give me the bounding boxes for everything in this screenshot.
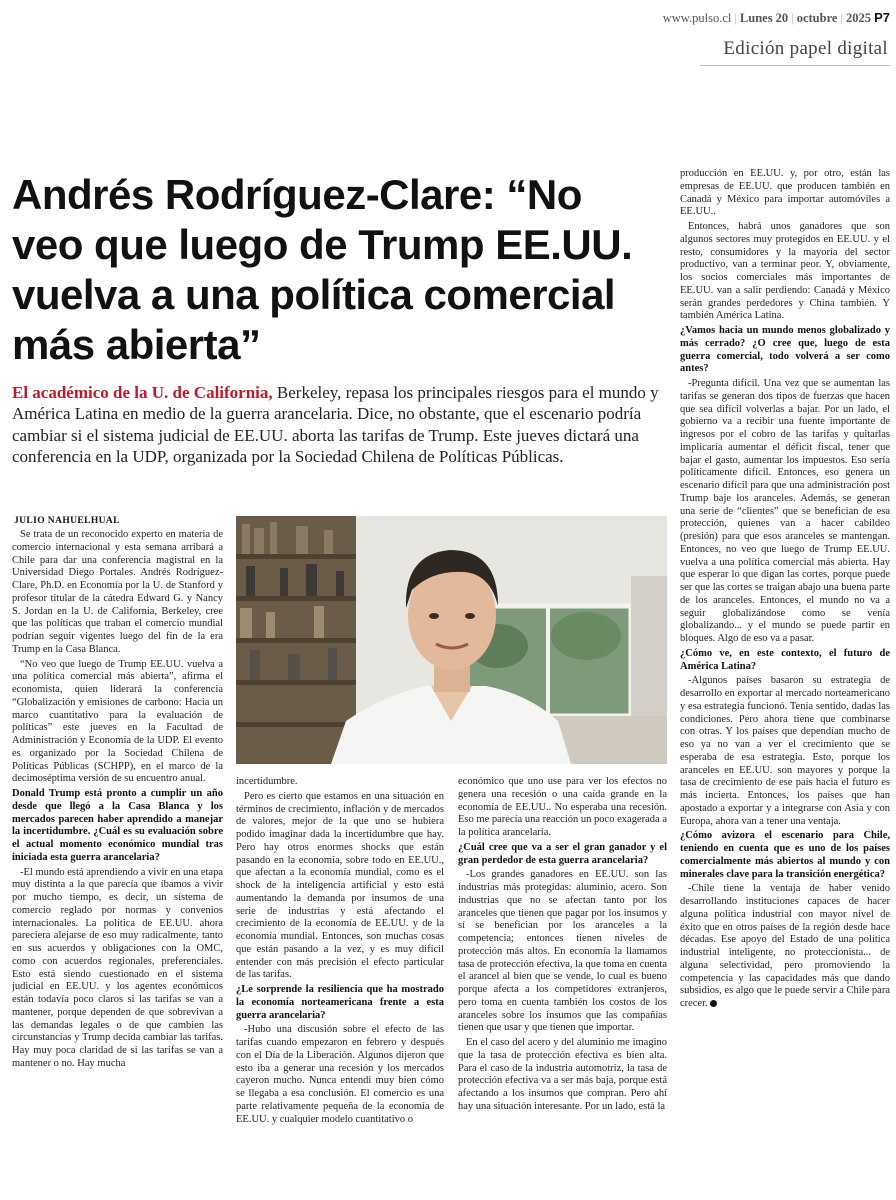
answer-6 <box>680 883 890 1011</box>
answer-1-continued: incertidumbre. <box>236 776 298 787</box>
end-mark-icon <box>710 1000 717 1007</box>
body-paragraph: “No veo que luego de Trump EE.UU. vuelva a una política comercial más abierta”, afirma el economista, quien liderará la conferencia “Globalización y emisiones de carbono: Hacia un marco cuantitativo para la evaluación de políticas” este jueves en la Facultad de Administración y Economía de la UDP. El evento es organizado por la Sociedad Chilena de Políticas Públicas (SCHPP), en el marco de la decimoséptima versión de su encuentro anual. <box>12 658 223 785</box>
question-5: ¿Cómo ve, en este contexto, el futuro de América Latina? <box>680 647 890 672</box>
question-6: ¿Cómo avizora el escenario para Chile, teniendo en cuenta que es uno de los países comercialmente más abiertos al mundo y con minerales clave para la transición energética? <box>680 830 890 880</box>
page-number: P7 <box>874 10 890 25</box>
question-2: ¿Le sorprende la resiliencia que ha mostrado la economía norteamericana frente a esta guerra arancelaria? <box>236 984 444 1021</box>
edition-label: Edición papel digital <box>723 38 888 59</box>
masthead-line: www.pulso.cl | Lunes 20 | octubre | 2025 P7 <box>662 10 890 25</box>
date-day: Lunes 20 <box>739 11 789 25</box>
question-4: ¿Vamos hacia un mundo menos globalizado y más cerrado? ¿O cree que, luego de esta guerra comercial, todo volverá a ser como antes? <box>680 325 890 375</box>
text-column-1 <box>12 529 223 1197</box>
answer-1: -El mundo está aprendiendo a vivir en una etapa muy distinta a la que parecía que íbamos a vivir por mucho tiempo, es decir, un sistema de comercio reglado por normas y convenios internacionales. La política de EE.UU. ahora pareciera alejarse de eso muy radicalmente, tanto en sus acuerdos y obligaciones con la OMC, como con acuerdos regionales, preferenciales. Esto está siendo cuestionado en el sistema judicial en EE.UU. y los agentes económicos están todavía poco claros si las tarifas se van a mantener, porque dependen de que sobrevivan a las demandas legales o de que cambien las circunstancias y Trump decida cambiar las tarifas. Hay muy poca claridad de si las tarifas se van a mantener o no. Hay mucha <box>12 866 223 1069</box>
answer-3-end: producción en EE.UU. y, por otro, están las empresas de EE.UU. que producen también en Canadá y México para importar automóviles a EE.UU.. <box>680 168 890 218</box>
site-url[interactable]: www.pulso.cl <box>662 11 732 25</box>
byline: JULIO NAHUELHUAL <box>14 516 120 526</box>
answer-2-continued: económico que uno use para ver los efectos no genera una recesión o una caída grande en la economía de EE.UU.. No esperaba una recesión. Eso me parecía una reacción un poco exagerada a la política arancelaria. <box>458 776 667 838</box>
header-divider <box>700 65 890 66</box>
answer-6-text: -Chile tiene la ventaja de haber venido desarrollando instituciones capaces de hacer alguna política industrial con mayor nivel de éxito que en otros países de la región desde hace décadas. Ese apoyo del Estado de una política industrial inteligente, no proteccionista... de alguna selectividad, pero promoviendo la competencia y las capacidades más que dando subsidios, es algo que le puede servir a Chile para crecer. <box>680 883 890 1009</box>
lead-text: Berkeley, repasa los principales riesgos para el mundo y América Latina en medio de la guerra arancelaria. Dice, no obstante, que el escenario podría cambiar si el sistema judicial de EE.UU. aborta las tarifas de Trump. Este jueves dictará una conferencia en la UDP, organizada por la Sociedad Chilena de Políticas Públicas. <box>12 383 659 466</box>
headline: Andrés Rodríguez-Clare: “No veo que luego de Trump EE.UU. vuelva a una política comercial más abierta” <box>12 171 633 368</box>
question-3: ¿Cuál cree que va a ser el gran ganador y el gran perdedor de esta guerra arancelaria? <box>458 841 667 866</box>
text-column-3 <box>458 776 667 1197</box>
answer-4: -Pregunta difícil. Una vez que se aumentan las tarifas se generan dos tipos de fuerzas que hacen que sea difícil volverlas a bajar. Por un lado, el gobierno va a recibir una fuente importante de ingresos por el cobro de las tarifas y quitarlas implicaría aumentar el déficit fiscal, tener que bajar el gasto, aumentar los impuestos. Eso sería políticamente difícil. Entonces, eso genera un escenario difícil para que una administración post Trump baje los aranceles. Además, se generan una serie de “clientes” que se benefician de esa protección, quienes van a hacer cabildeo (presión) para que esos aranceles se mantengan. Entonces, no veo que luego de Trump EE.UU. vuelva a una política comercial más abierta. Hay que esperar lo que digan las cortes, porque puede ser que las cortes se traigan abajo una buena parte de los aranceles. Entonces, el mundo no va a seguir globalizándose como se venía globalizando... y el mundo se puede partir en bloques. Algo de eso va a pasar. <box>680 378 890 644</box>
text-column-4 <box>680 168 890 1197</box>
text-column-2 <box>236 776 444 1197</box>
body-paragraph: Entonces, habrá unos ganadores que son algunos sectores muy protegidos en EE.UU. y el resto, consumidores y la mayoría del sector productivo, van a terminar peor. Y, obviamente, los socios comerciales más importantes de EE.UU. van a salir perdiendo: Canadá y México serán grandes perdedores y China también. Y también América Latina. <box>680 221 890 322</box>
lead-highlight: El académico de la U. de California, <box>12 383 273 402</box>
answer-5: -Algunos países basaron su estrategia de desarrollo en exportar al mercado norteamericano y esa estrategia funcionó. Tenía sentido, dadas las condiciones. Pero ahora tiene que combinarse con otras. Y los países que dependían mucho de eso ya no van a ver el crecimiento que se esperaba de esa estrategia. Esto, porque los aranceles en EE.UU. son mayores y porque la tasa de crecimiento de ese país hacia el futuro es más incierta. Entonces, los países que han apostado a exportar y a integrarse con Asia y con Europa, ahora van a tener una ventaja. <box>680 675 890 827</box>
body-paragraph: Se trata de un reconocido experto en materia de comercio internacional y esta semana arribará a Chile para dar una conferencia magistral en la Universidad Diego Portales. Andrés Rodríguez-Clare, Ph.D. en Economía por la U. de Stanford y profesor titular de la cátedra Edward G. y Nancy S. Jordan en la U. de California, Berkeley, cree que las políticas que traban el comercio mundial podrían seguir vigentes luego del fin de la era Trump en la Casa Blanca. <box>12 529 223 655</box>
answer-2: -Hubo una discusión sobre el efecto de las tarifas cuando empezaron en febrero y después con el Día de la Liberación. Algunos dijeron que esto iba a generar una recesión y los mercados cayeron mucho. Nunca entendí muy bien cómo se llegaba a esa conclusión. El comercio es una parte relativamente pequeña de la economía de EE.UU. y cualquier modelo cuantitativo o <box>236 1024 444 1125</box>
date-month: octubre <box>796 11 838 25</box>
answer-3-continued: En el caso del acero y del aluminio me imagino que la tasa de protección efectiva es bien alta. Para el caso de la industria automotriz, la tasa de protección efectiva va a ser más baja, porque está afectando a los insumos que compran. Pero ahí hay una situación interesante. Por un lado, está la <box>458 1037 667 1112</box>
question-1: Donald Trump está pronto a cumplir un año desde que llegó a la Casa Blanca y los mercados parecen haber aprendido a manejar la incertidumbre. ¿Cuál es su evaluación sobre el actual momento económico mundial tras iniciada esta guerra arancelaria? <box>12 788 223 863</box>
lead-paragraph <box>12 382 667 467</box>
answer-3: -Los grandes ganadores en EE.UU. son las industrias más protegidas: aluminio, acero. Son industrias que no se afectan tanto por los aranceles que tienen que pagar por los insumos y sí se benefician por los aranceles a la competencia; entonces tienen niveles de protección más altos. En economía la llamamos tasa de protección efectiva, la que toma en cuenta el arancel al bien que se vende, lo cual es bueno porque afecta a los competidores extranjeros, pero toma en cuenta también los costos de los aranceles sobre los insumos que las compañías tienen que usar y que tienen que importar. <box>458 869 667 1034</box>
portrait-photo <box>236 516 667 764</box>
date-year: 2025 <box>845 11 871 25</box>
portrait-illustration <box>236 516 667 764</box>
body-paragraph: Pero es cierto que estamos en una situación en términos de crecimiento, inflación y de mercados de valores, mejor de la que uno se hubiera podido imaginar dada la incertidumbre que hay. Pero hay otros enormes shocks que están pasando en la economía, sobre todo en EE.UU., que afectan a la economía mundial, como es el shock de la inteligencia artificial y esto está aumentando la demanda por insumos de una serie de industrias y está afectando el crecimiento de la economía de EE.UU. y de la economía mundial. Entonces, son muchas cosas que están pasando a la vez, y es muy difícil entender con más precisión el efecto particular de las tarifas. <box>236 790 444 981</box>
